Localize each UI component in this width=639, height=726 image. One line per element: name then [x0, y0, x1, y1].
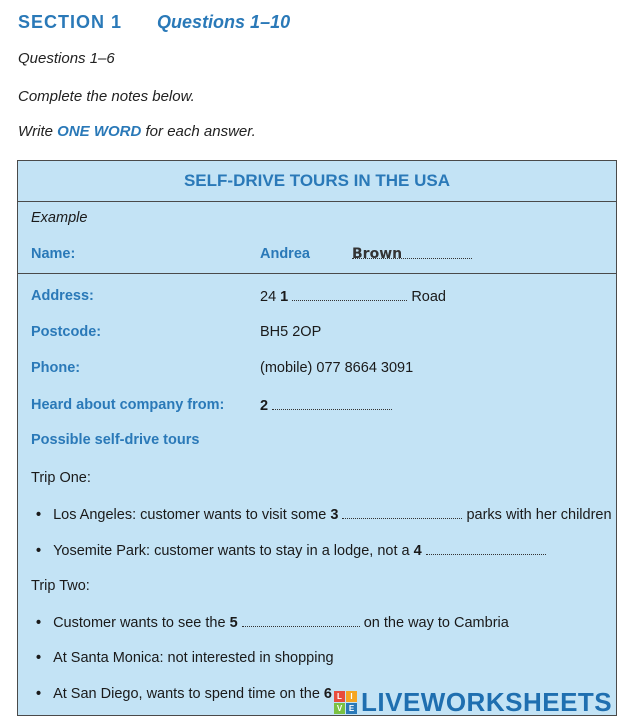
write-emphasis: ONE WORD [57, 123, 142, 140]
heard-value [260, 397, 392, 414]
bullet: • [36, 650, 42, 666]
phone-value: (mobile) 077 8664 3091 [260, 360, 414, 376]
trip-two-bullet-1 [36, 614, 509, 631]
q5-answer-blank[interactable] [242, 614, 360, 627]
postcode-label: Postcode: [31, 324, 102, 340]
logo-letter-l: L [334, 691, 345, 702]
t2b2-text: At Santa Monica: not interested in shopping [53, 650, 334, 666]
q4-number: 4 [413, 543, 422, 559]
address-number: 24 [260, 289, 277, 305]
address-label: Address: [31, 288, 94, 304]
trip-one-label: Trip One: [31, 470, 91, 486]
q5-number: 5 [229, 615, 238, 631]
complete-instruction: Complete the notes below. [18, 88, 195, 105]
bullet: • [36, 543, 42, 559]
example-label: Example [31, 210, 88, 226]
q2-answer-blank[interactable] [272, 397, 392, 410]
notes-box [17, 160, 617, 716]
section-header [18, 12, 290, 33]
trip-one-bullet-2 [36, 542, 546, 559]
liveworksheets-watermark [334, 686, 612, 718]
example-answer-text: Brown [352, 246, 403, 262]
bullet: • [36, 615, 42, 631]
heard-label: Heard about company from: [31, 397, 225, 413]
t1b1-suffix: parks with her children [466, 507, 612, 523]
q1-answer-blank[interactable] [292, 288, 407, 301]
write-prefix: Write [18, 123, 53, 140]
liveworksheets-logo-icon [334, 691, 357, 714]
logo-letter-i: I [346, 691, 357, 702]
questions-range: Questions 1–6 [18, 50, 115, 67]
bullet: • [36, 686, 42, 702]
bullet: • [36, 507, 42, 523]
name-first: Andrea [260, 246, 310, 262]
t2b3-prefix: At San Diego, wants to spend time on the [53, 686, 320, 702]
section-label: SECTION 1 [18, 12, 123, 32]
q1-number: 1 [280, 289, 289, 305]
postcode-value: BH5 2OP [260, 324, 322, 340]
write-instruction [18, 123, 256, 140]
phone-label: Phone: [31, 360, 81, 376]
questions-label: Questions 1–10 [157, 12, 291, 32]
t1b1-prefix: Los Angeles: customer wants to visit some [53, 507, 327, 523]
q6-number: 6 [323, 686, 332, 702]
t1b2-prefix: Yosemite Park: customer wants to stay in a lodge, not a [53, 543, 410, 559]
t2b1-suffix: on the way to Cambria [363, 615, 509, 631]
trip-two-bullet-3 [36, 686, 332, 702]
name-label: Name: [31, 246, 76, 262]
tours-label: Possible self-drive tours [31, 432, 200, 448]
q2-number: 2 [260, 398, 269, 414]
address-value [260, 288, 446, 305]
trip-two-label: Trip Two: [31, 578, 90, 594]
logo-letter-e: E [346, 703, 357, 714]
q4-answer-blank[interactable] [426, 542, 546, 555]
example-block [18, 202, 616, 274]
q3-number: 3 [330, 507, 339, 523]
trip-two-bullet-2 [36, 650, 334, 666]
t2b1-prefix: Customer wants to see the [53, 615, 226, 631]
trip-one-bullet-1 [36, 506, 612, 523]
q3-answer-blank[interactable] [342, 506, 462, 519]
address-suffix: Road [411, 289, 446, 305]
watermark-text: LIVEWORKSHEETS [361, 686, 613, 717]
notes-title: SELF-DRIVE TOURS IN THE USA [18, 161, 616, 202]
write-suffix: for each answer. [145, 123, 256, 140]
name-value [260, 246, 403, 262]
logo-letter-v: V [334, 703, 345, 714]
